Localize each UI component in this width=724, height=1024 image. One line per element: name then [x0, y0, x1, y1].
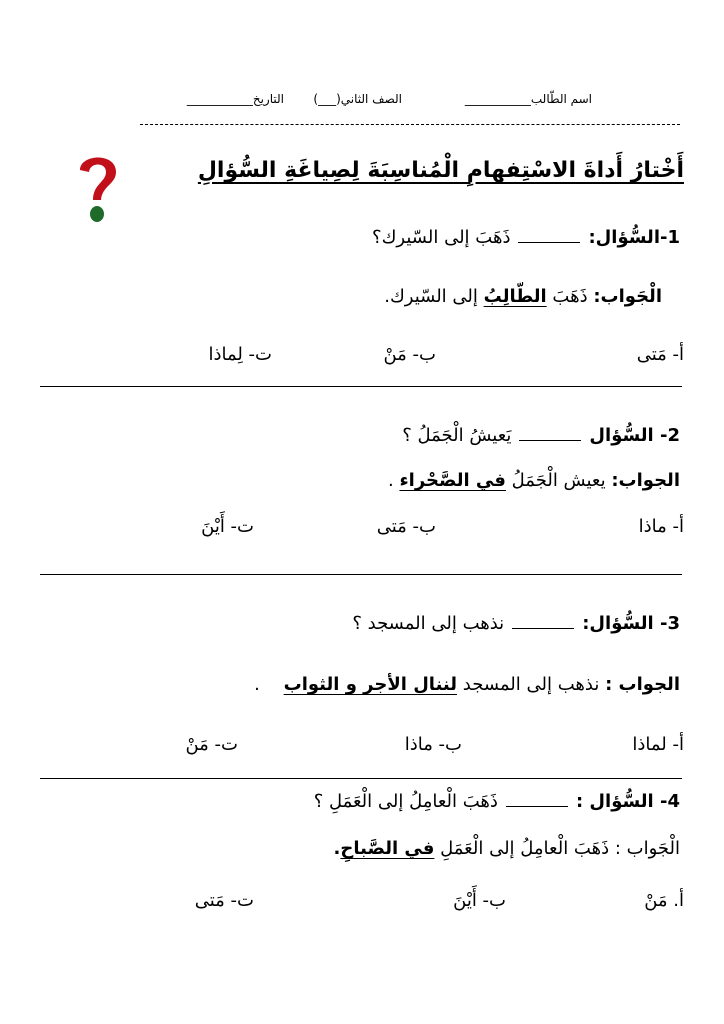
- option-a: أ. مَنْ: [644, 890, 684, 911]
- answer-highlight: لننال الأجر و الثواب: [283, 674, 458, 695]
- question-text: نذهب إلى المسجد ؟: [352, 613, 505, 634]
- option-c: ت- أَيْنَ: [201, 516, 254, 537]
- grade-field: الصف الثاني(___): [313, 92, 402, 106]
- answer-highlight: الطّالِبُ: [483, 286, 547, 307]
- section-divider: [40, 386, 682, 387]
- answer-1-line: [384, 286, 662, 307]
- option-b: ب- أَيْنَ: [453, 890, 506, 911]
- answer-text: ذَهَبَ: [552, 286, 588, 307]
- question-mark-icon: [72, 148, 124, 228]
- answer-blank: [519, 424, 581, 441]
- question-text: ذَهَبَ إلى السّيرك؟: [372, 227, 511, 248]
- answer-label: الجواب :: [605, 674, 680, 695]
- question-label: 4- السُّؤال :: [575, 791, 680, 812]
- answer-blank: [512, 612, 574, 629]
- question-text: ذَهَبَ الْعامِلُ إلى الْعَمَلِ ؟: [313, 791, 498, 812]
- answer-2-line: [388, 470, 680, 491]
- question-4-line: [314, 790, 680, 812]
- question-label: 3- السُّؤال:: [582, 613, 680, 634]
- option-a: أ- لماذا: [632, 734, 684, 755]
- question-3-line: [352, 612, 680, 634]
- answer-text-end: .: [333, 838, 341, 859]
- answer-blank: [518, 226, 580, 243]
- worksheet-title: أَخْتارُ أَداةَ الاسْتِفهامِ الْمُناسِبَةَ لِصِياغَةِ السُّؤالِ: [197, 158, 684, 183]
- answer-text: يعيش الْجَمَلُ: [511, 470, 606, 491]
- question-label: 1-السُّؤال:: [588, 227, 680, 248]
- option-c: ت- لِماذا: [208, 344, 272, 365]
- question-label: 2- السُّؤال: [589, 425, 680, 446]
- answer-text: ذَهَبَ الْعامِلُ إلى الْعَمَلِ: [440, 838, 610, 859]
- student-name-field: اسم الطّالب___________: [464, 92, 592, 106]
- answer-text-end: إلى السّيرك.: [384, 286, 478, 307]
- question-2-line: [402, 424, 680, 446]
- answer-3-line: [254, 674, 680, 695]
- option-c: ت- مَنْ: [185, 734, 238, 755]
- answer-highlight: في الصَّباحِ: [340, 838, 435, 859]
- answer-label: الْجَواب :: [614, 838, 680, 859]
- answer-blank: [506, 790, 568, 807]
- option-a: أ- ماذا: [638, 516, 684, 537]
- section-divider: [40, 574, 682, 575]
- header-separator: [140, 124, 680, 125]
- answer-label: الْجَواب:: [593, 286, 662, 307]
- answer-text-end: .: [254, 674, 260, 695]
- answer-highlight: في الصَّحْراء: [399, 470, 506, 491]
- section-divider: [40, 778, 682, 779]
- answer-label: الجواب:: [611, 470, 680, 491]
- question-1-line: [372, 226, 680, 248]
- option-c: ت- مَتى: [194, 890, 254, 911]
- option-b: ب- مَتى: [376, 516, 436, 537]
- date-field: التاريخ___________: [186, 92, 284, 106]
- answer-4-line: [334, 838, 680, 859]
- option-b: ب- ماذا: [404, 734, 462, 755]
- option-b: ب- مَنْ: [383, 344, 436, 365]
- answer-text-end: .: [387, 470, 394, 491]
- question-text: يَعيشُ الْجَمَلُ ؟: [402, 425, 512, 446]
- option-a: أ- مَتى: [636, 344, 684, 365]
- answer-text: نذهب إلى المسجد: [462, 674, 600, 695]
